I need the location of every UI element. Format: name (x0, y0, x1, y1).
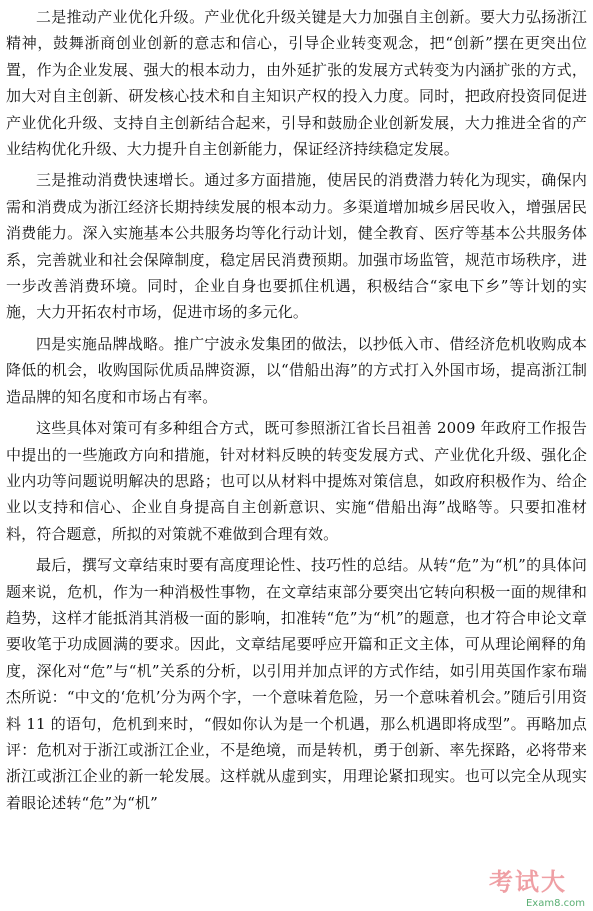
paragraph-industry-upgrade: 二是推动产业优化升级。产业优化升级关键是大力加强自主创新。要大力弘扬浙江精神，鼓舞浙商创业创新的意志和信心，引导企业转变观念，把“创新”摆在更突出位置，作为企业发展、强大的根本动力，由外延扩张的发展方式转变为内涵扩张的方式，加大对自主创新、研发核心技术和自主知识产权的投入力度。同时，把政府投资同促进产业优化升级、支持自主创新结合起来，引导和鼓励企业创新发展，大力推进全省的产业结构优化升级、大力提升自主创新能力，保证经济持续稳定发展。 (6, 8, 587, 159)
paragraph-conclusion: 最后，撰写文章结束时要有高度理论性、技巧性的总结。从转“危”为“机”的具体问题来说，危机，作为一种消极性事物，在文章结束部分要突出它转向积极一面的规律和趋势，这样才能抵消其消极一面的影响，扣准转“危”为“机”的题意，也才符合申论文章要收笔于功成圆满的要求。因此，文章结尾要呼应开篇和正文主体，可从理论阐释的角度，深化对“危”与“机”关系的分析，以引用并加点评的方式作结，如引用英国作家布瑞杰所说：“中文的‘危机’分为两个字，一个意味着危险，另一个意味着机会。”随后引用资料 11 的语句，危机到来时，“假如你认为是一个机遇，那么机遇即将成型”。再略加点评：危机对于浙江或浙江企业，不是绝境，而是转机，勇于创新、率先探路，必将带来浙江或浙江企业的新一轮发展。这样就从虚到实，用理论紧扣现实。也可以完全从现实着眼论述转“危”为“机” (6, 556, 587, 812)
watermark-logo (489, 868, 591, 909)
paragraph-countermeasure-combination: 这些具体对策可有多种组合方式，既可参照浙江省长吕祖善 2009 年政府工作报告中提出的一些施政方向和措施，针对材料反映的转变发展方式、产业优化升级、强化企业内功等问题说明解决的思路；也可以从材料中提炼对策信息，如政府积极作为、给企业以支持和信心、企业自身提高自主创新意识、实施“借船出海”战略等。只要扣准材料，符合题意，所拟的对策就不难做到合理有效。 (6, 419, 587, 543)
paragraph-brand-strategy: 四是实施品牌战略。推广宁波永发集团的做法，以抄低入市、借经济危机收购成本降低的机会，收购国际优质品牌资源，以“借船出海”的方式打入外国市场，提高浙江制造品牌的知名度和市场占有率。 (6, 334, 587, 406)
paragraph-consumption-growth: 三是推动消费快速增长。通过多方面措施，使居民的消费潜力转化为现实，确保内需和消费成为浙江经济长期持续发展的根本动力。多渠道增加城乡居民收入，增强居民消费能力。深入实施基本公共服务均等化行动计划，健全教育、医疗等基本公共服务体系，完善就业和社会保障制度，稳定居民消费预期。加强市场监管，规范市场秩序，进一步改善消费环境。同时，企业自身也要抓住机遇，积极结合“家电下乡”等计划的实施，大力开拓农村市场，促进市场的多元化。 (6, 171, 587, 322)
watermark-brand: 考试大 (489, 868, 567, 896)
watermark-site: Exam8.com (525, 898, 585, 909)
document-body (6, 4, 587, 821)
watermark-site-line (526, 898, 585, 909)
